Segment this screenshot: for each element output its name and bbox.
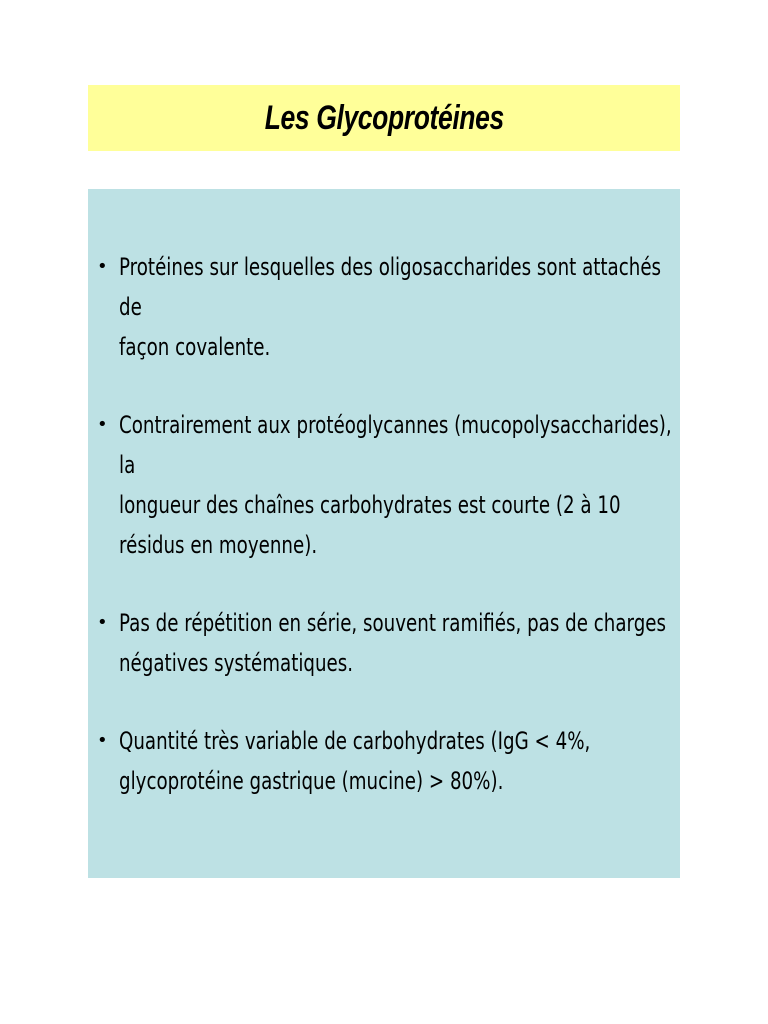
bullet-text — [119, 721, 685, 801]
bullet-line: longueur des chaînes carbohydrates est courte (2 à 10 — [119, 491, 621, 519]
bullet-list — [88, 247, 680, 839]
bullet-line: Contrairement aux protéoglycannes (mucopolysaccharides), la — [119, 411, 672, 479]
bullet-line: résidus en moyenne). — [119, 531, 318, 559]
bullet-item — [88, 721, 680, 801]
title-banner — [88, 85, 680, 151]
bullet-text — [119, 405, 685, 565]
bullet-icon: • — [97, 414, 108, 435]
bullet-icon: • — [97, 612, 108, 633]
bullet-item — [88, 405, 680, 565]
content-panel — [88, 189, 680, 878]
bullet-text — [119, 603, 685, 683]
bullet-line: glycoprotéine gastrique (mucine) > 80%). — [119, 767, 504, 795]
bullet-line: négatives systématiques. — [119, 649, 354, 677]
bullet-icon: • — [97, 256, 108, 277]
bullet-line: Protéines sur lesquelles des oligosaccharides sont attachés de — [119, 253, 662, 321]
bullet-line: Pas de répétition en série, souvent ramifiés, pas de charges — [119, 609, 666, 637]
bullet-line: façon covalente. — [119, 333, 271, 361]
bullet-text — [119, 247, 685, 367]
bullet-icon: • — [97, 730, 108, 751]
bullet-item — [88, 603, 680, 683]
bullet-line: Quantité très variable de carbohydrates (IgG < 4%, — [119, 727, 591, 755]
slide-title: Les Glycoprotéines — [264, 98, 504, 137]
bullet-item — [88, 247, 680, 367]
